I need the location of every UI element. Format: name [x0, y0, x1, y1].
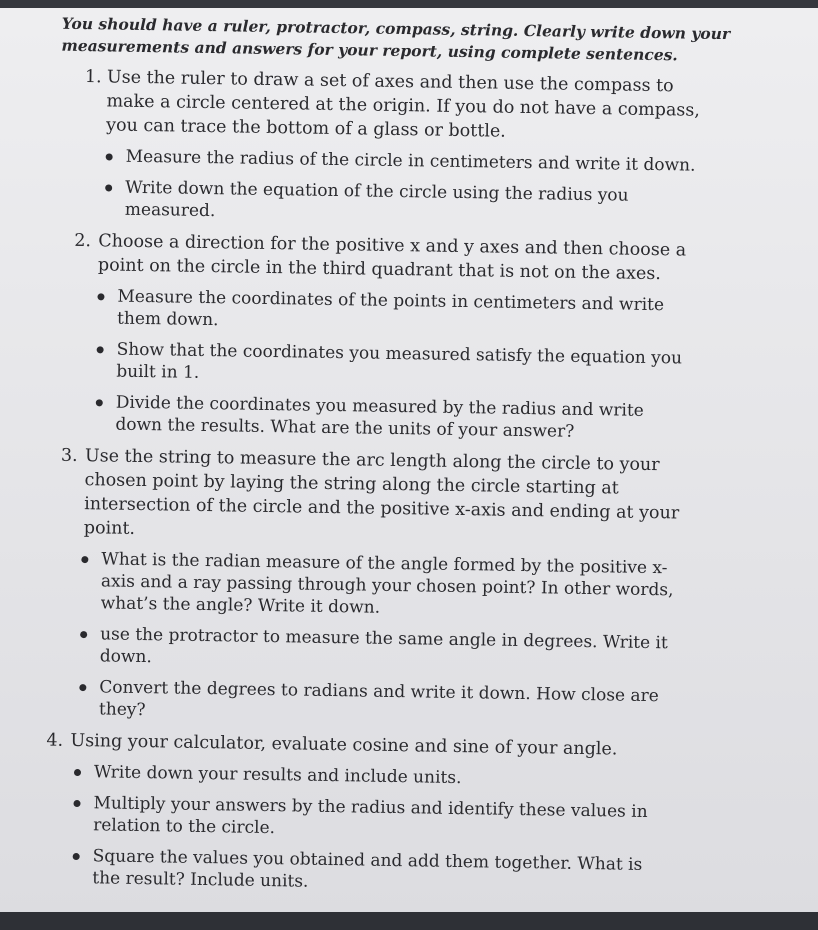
bullet-item [77, 676, 678, 729]
step-number: 2. [74, 230, 92, 252]
worksheet-page [0, 8, 818, 930]
bullet-item [95, 285, 696, 338]
step-text: Choose a direction for the positive x and y axes and then choose a point on the circle in the third quadrant that is not on the axes. [97, 231, 687, 285]
bullet-item [70, 845, 671, 898]
bullet-text: Measure the radius of the circle in centimeters and write it down. [125, 146, 696, 176]
step-3 [57, 444, 721, 730]
bullet-icon [81, 556, 88, 563]
screen-bottom-bezel [0, 912, 818, 930]
bullet-icon [105, 184, 112, 191]
step-1 [83, 65, 725, 230]
screen-top-bezel [0, 0, 818, 8]
bullet-icon [79, 684, 86, 691]
step-2-bullets [93, 285, 695, 444]
step-number: 1. [84, 67, 102, 88]
bullet-text: Write down the equation of the circle using the radius you measured. [124, 177, 629, 222]
bullet-text: Measure the coordinates of the points in centimeters and write them down. [116, 286, 665, 331]
bullet-text: Divide the coordinates you measured by the radius and write down the results. What are the units of your answer? [115, 392, 644, 442]
bullet-item [93, 391, 694, 444]
bullet-item [78, 548, 679, 623]
bullet-text: What is the radian measure of the angle formed by the positive x-axis and a ray passing through your chosen point? In other words, what’s the angle? Write it down. [100, 549, 674, 618]
bullet-icon [97, 346, 104, 353]
step-number: 4. [46, 730, 64, 751]
bullet-item [78, 623, 679, 676]
bullet-icon [106, 153, 113, 160]
bullet-text: Write down your results and include units. [93, 762, 462, 789]
worksheet-content [4, 8, 798, 909]
steps-list [4, 64, 797, 900]
bullet-text: use the protractor to measure the same angle in degrees. Write it down. [99, 624, 668, 668]
bullet-icon [80, 631, 87, 638]
bullet-item [104, 145, 704, 176]
bullet-icon [97, 293, 104, 300]
step-3-bullets [77, 548, 680, 729]
step-text: Using your calculator, evaluate cosine and sine of your angle. [70, 730, 618, 760]
step-4-bullets [70, 761, 672, 898]
step-4 [44, 729, 706, 899]
bullet-text: Multiply your answers by the radius and identify these values in relation to the circle. [93, 793, 648, 839]
step-2 [71, 229, 724, 445]
step-text: Use the ruler to draw a set of axes and then use the compass to make a circle centered at the origin. If you do not have a compass, you can trace the bottom of a glass or bottle. [106, 67, 701, 142]
bullet-item [103, 176, 704, 229]
instructions-intro: You should have a ruler, protractor, compass, string. Clearly write down your measurements and answers for your report, using complete sentences. [61, 13, 731, 65]
bullet-text: Show that the coordinates you measured satisfy the equation you built in 1. [116, 339, 683, 383]
bullet-icon [73, 853, 80, 860]
bullet-item [72, 761, 672, 792]
step-text: Use the string to measure the arc length along the circle to your chosen point by laying the string along the circle starting at intersection of the circle and the positive x-axis and ending at your point. [83, 446, 680, 539]
step-number: 3. [60, 445, 78, 466]
bullet-item [94, 338, 695, 391]
bullet-item [71, 792, 672, 845]
bullet-icon [96, 399, 103, 406]
bullet-text: Convert the degrees to radians and write it down. How close are they? [98, 677, 659, 721]
bullet-icon [74, 769, 81, 776]
step-1-bullets [103, 145, 704, 229]
bullet-text: Square the values you obtained and add them together. What is the result? Include units. [92, 846, 643, 892]
bullet-icon [73, 800, 80, 807]
